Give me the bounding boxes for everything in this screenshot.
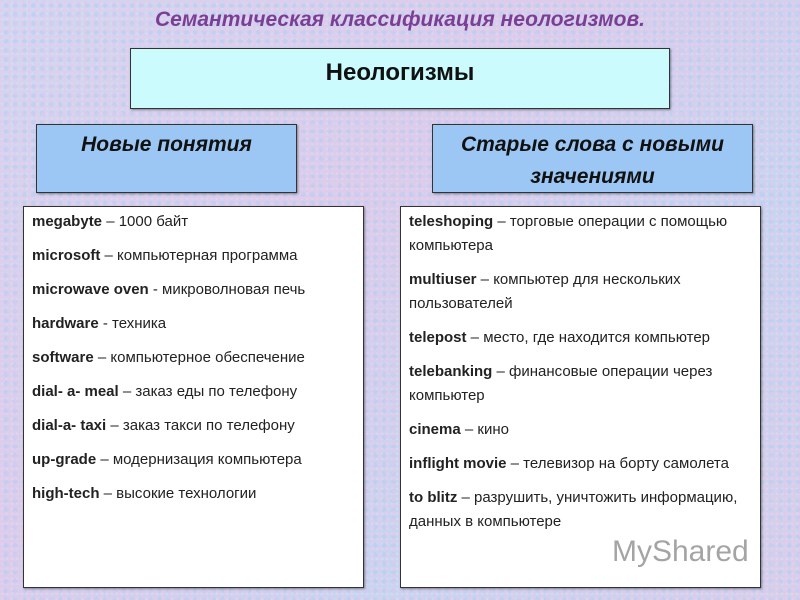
term: dial- a- meal <box>32 383 119 400</box>
term: high-tech <box>32 485 100 502</box>
new-concepts-header: Новые понятия <box>36 124 297 193</box>
list-item <box>32 244 355 268</box>
definition: – компьютер для нескольких пользователей <box>409 271 681 312</box>
term: telebanking <box>409 363 493 380</box>
list-item <box>409 452 752 476</box>
definition: – телевизор на борту самолета <box>506 455 729 472</box>
definition: – место, где находится компьютер <box>466 329 711 346</box>
list-item <box>409 210 752 258</box>
term: up-grade <box>32 451 97 468</box>
list-item <box>409 486 752 534</box>
list-item <box>32 482 355 506</box>
term: telepost <box>409 329 467 346</box>
term: microwave oven <box>32 281 149 298</box>
list-item <box>32 414 355 438</box>
term: dial-a- taxi <box>32 417 107 434</box>
list-item <box>409 418 752 442</box>
definition: – компьютерная программа <box>100 247 298 264</box>
list-item <box>409 360 752 408</box>
term: to blitz <box>409 489 458 506</box>
definition: – разрушить, уничтожить информацию, данных в компьютере <box>409 489 738 530</box>
list-item <box>409 326 752 350</box>
definition: – кино <box>460 421 509 438</box>
definition: – высокие технологии <box>99 485 257 502</box>
term: teleshoping <box>409 213 494 230</box>
old-words-list <box>400 206 761 588</box>
list-item <box>32 346 355 370</box>
term: hardware <box>32 315 99 332</box>
definition: - техника <box>98 315 167 332</box>
watermark-logo: MyShared <box>612 535 749 568</box>
list-item <box>32 448 355 472</box>
term: inflight movie <box>409 455 507 472</box>
new-concepts-list <box>23 206 364 588</box>
slide-title: Семантическая классификация неологизмов. <box>155 8 645 31</box>
definition: - микроволновая печь <box>148 281 306 298</box>
term: megabyte <box>32 213 103 230</box>
definition: – 1000 байт <box>102 213 189 230</box>
definition: – заказ такси по телефону <box>106 417 295 434</box>
list-item <box>32 210 355 234</box>
term: software <box>32 349 94 366</box>
definition: – компьютерное обеспечение <box>93 349 305 366</box>
list-item <box>409 268 752 316</box>
definition: – финансовые операции через компьютер <box>409 363 713 404</box>
list-item <box>32 278 355 302</box>
old-words-new-meanings-header: Старые слова с новыми значениями <box>432 124 753 193</box>
list-item <box>32 380 355 404</box>
root-box: Неологизмы <box>130 48 670 109</box>
term: multiuser <box>409 271 477 288</box>
definition: – торговые операции с помощью компьютера <box>409 213 728 254</box>
term: microsoft <box>32 247 101 264</box>
definition: – модернизация компьютера <box>96 451 302 468</box>
definition: – заказ еды по телефону <box>118 383 298 400</box>
list-item <box>32 312 355 336</box>
term: cinema <box>409 421 461 438</box>
